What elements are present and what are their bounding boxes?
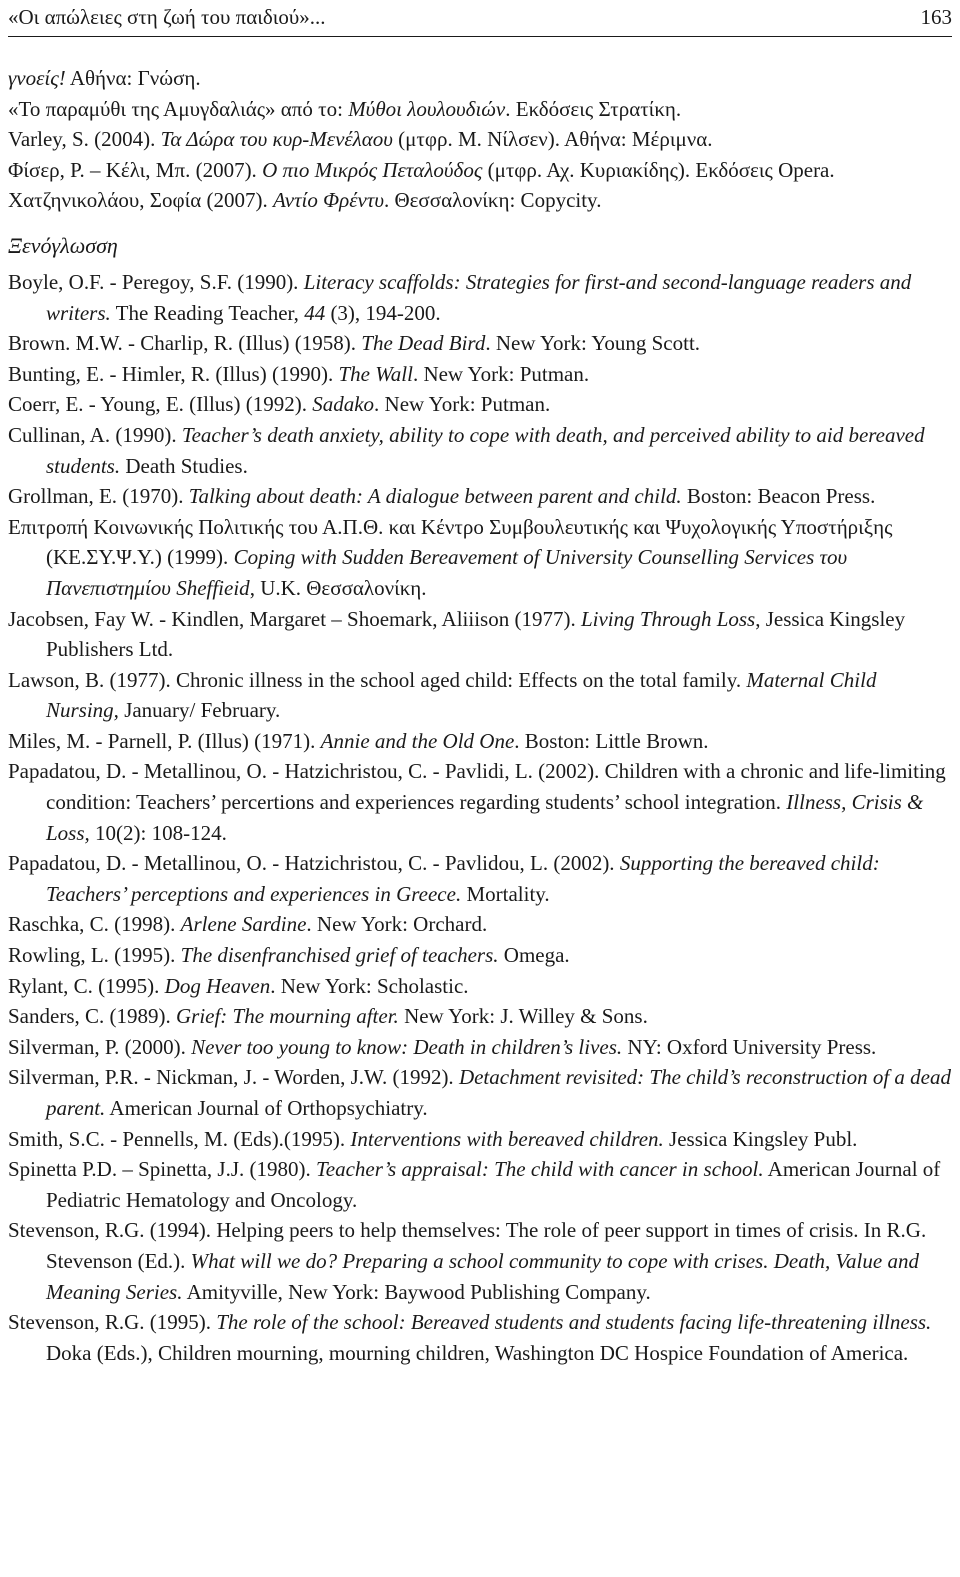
reference-text: . Boston: Little Brown.: [514, 728, 709, 753]
reference-entry: [8, 1307, 952, 1368]
reference-entry: [8, 604, 952, 665]
reference-title: Ο πιο Μικρός Πεταλούδος: [262, 157, 483, 182]
reference-text: Varley, S. (2004).: [8, 127, 161, 152]
reference-entry: [8, 185, 952, 216]
reference-title: Τα Δώρα του κυρ-Μενέλαου: [160, 127, 393, 152]
reference-text: Jacobsen, Fay W. - Kindlen, Margaret – Shoemark, Aliiison (1977).: [8, 606, 581, 631]
reference-text: Cullinan, A. (1990).: [8, 422, 182, 447]
reference-entry: [8, 1154, 952, 1215]
reference-text: , Jessica Kingsley Publishers Ltd.: [46, 606, 906, 662]
greek-reference-list: [8, 63, 952, 216]
reference-title: Αντίο Φρέντυ: [273, 188, 384, 213]
reference-text: Boston: Beacon Press.: [681, 484, 876, 509]
reference-text: Amityville, New York: Baywood Publishing Company.: [182, 1279, 651, 1304]
reference-title: Literacy scaffolds: Strategies for first-and second-language readers and writers.: [46, 269, 912, 325]
reference-title: Annie and the Old One: [320, 728, 515, 753]
reference-entry: [8, 359, 952, 390]
reference-title: Grief: The mourning after.: [175, 1004, 399, 1029]
reference-text: (μτφρ. Μ. Νίλσεν). Αθήνα: Μέριμνα.: [392, 127, 713, 152]
reference-text: Lawson, B. (1977). Chronic illness in the school aged child: Effects on the total family.: [8, 667, 747, 692]
reference-text: Mortality.: [461, 881, 550, 906]
reference-title: The Wall: [338, 361, 413, 386]
reference-text: Death Studies.: [120, 453, 248, 478]
reference-entry: [8, 512, 952, 604]
reference-text: . Θεσσαλονίκη: Copycity.: [383, 188, 602, 213]
reference-entry: [8, 389, 952, 420]
foreign-reference-list: [8, 267, 952, 1368]
reference-text: Spinetta P.D. – Spinetta, J.J. (1980).: [8, 1157, 316, 1182]
reference-entry: [8, 124, 952, 155]
reference-text: 10(2): 108-124.: [89, 820, 227, 845]
reference-entry: [8, 1062, 952, 1123]
references: [8, 63, 952, 1368]
reference-title: Dog Heaven: [164, 973, 271, 998]
reference-entry: [8, 1124, 952, 1155]
reference-text: . New York: Orchard.: [306, 912, 488, 937]
reference-title: The disenfranchised grief of teachers.: [180, 943, 499, 968]
reference-text: (μτφρ. Αχ. Κυριακίδης). Εκδόσεις Opera.: [482, 157, 835, 182]
reference-text: The Reading Teacher,: [110, 300, 305, 325]
reference-entry: [8, 726, 952, 757]
reference-text: «Το παραμύθι της Αμυγδαλιάς» από το:: [8, 96, 349, 121]
reference-text: . New York: Scholastic.: [270, 973, 469, 998]
reference-text: Brown. M.W. - Charlip, R. (Illus) (1958).: [8, 331, 362, 356]
reference-text: Επιτροπή Κοινωνικής Πολιτικής του Α.Π.Θ. και Κέντρο Συμβουλευτικής και Ψυχολογικής Υποστήριξης (ΚΕ.ΣΥ.Ψ.Υ.) (1999).: [8, 514, 893, 570]
reference-entry: [8, 909, 952, 940]
reference-text: Stevenson, R.G. (1994). Helping peers to help themselves: The role of peer support in times of crisis. In R.G. Stevenson (Ed.).: [8, 1218, 927, 1273]
reference-text: Silverman, P. (2000).: [8, 1034, 192, 1059]
reference-title: Interventions with bereaved children.: [350, 1126, 664, 1151]
reference-text: Stevenson, R.G. (1995).: [8, 1310, 217, 1335]
reference-text: Papadatou, D. - Metallinou, O. - Hatzichristou, C. - Pavlidi, L. (2002). Children with a chronic and life-limiting condition: Teachers’ percertions and experiences regarding students’ school integration.: [8, 759, 946, 815]
reference-text: Coerr, E. - Young, E. (Illus) (1992).: [8, 392, 313, 417]
reference-entry: [8, 328, 952, 359]
reference-text: Rowling, L. (1995).: [8, 943, 181, 968]
reference-title: Μύθοι λουλουδιών: [348, 96, 506, 121]
reference-title: Detachment revisited: The child’s reconstruction of a dead parent.: [46, 1065, 951, 1120]
reference-entry: [8, 940, 952, 971]
reference-text: Doka (Eds.), Children mourning, mourning children, Washington DC Hospice Foundation of America.: [46, 1340, 909, 1365]
reference-title: Talking about death: A dialogue between parent and child.: [188, 484, 682, 509]
section-heading-foreign: Ξενόγλωσση: [8, 232, 118, 258]
reference-title: Illness, Crisis & Loss,: [46, 790, 924, 845]
reference-entry: [8, 665, 952, 726]
reference-title: Never too young to know: Death in children’s lives.: [191, 1034, 623, 1059]
running-title: «Οι απώλειες στη ζωή του παιδιού»...: [8, 5, 326, 29]
reference-text: Grollman, E. (1970).: [8, 484, 189, 509]
reference-text: Rylant, C. (1995).: [8, 973, 165, 998]
reference-text: Χατζηνικολάου, Σοφία (2007).: [8, 188, 274, 213]
reference-title: Maternal Child Nursing,: [46, 667, 877, 723]
reference-text: Boyle, O.F. - Peregoy, S.F. (1990).: [8, 269, 304, 294]
reference-title: γνοείς!: [8, 66, 66, 90]
reference-title: Teacher’s appraisal: The child with cancer in school.: [316, 1157, 764, 1182]
reference-text: Αθήνα: Γνώση.: [65, 66, 201, 90]
reference-text: (3), 194-200.: [325, 300, 441, 325]
reference-title: Coping with Sudden Bereavement of University Counselling Services του Πανεπιστημίου Sheffieid: [46, 545, 848, 600]
reference-text: Omega.: [498, 943, 570, 968]
reference-entry: [8, 481, 952, 512]
reference-title: Teacher’s death anxiety, ability to cope with death, and perceived ability to aid bereaved students.: [46, 422, 925, 478]
reference-title: Living Through Loss: [580, 606, 756, 631]
reference-title: What will we do? Preparing a school community to cope with crises. Death, Value and Meaning Series.: [46, 1248, 919, 1304]
reference-text: Raschka, C. (1998).: [8, 912, 181, 937]
reference-title: 44: [304, 300, 326, 325]
reference-text: NY: Oxford University Press.: [622, 1034, 877, 1059]
reference-entry: [8, 848, 952, 909]
reference-text: Φίσερ, Ρ. – Κέλι, Μπ. (2007).: [8, 157, 263, 182]
reference-title: Arlene Sardine: [180, 912, 307, 937]
reference-text: New York: J. Willey & Sons.: [398, 1004, 648, 1029]
reference-title: The role of the school: Bereaved students and students facing life-threatening illness.: [216, 1310, 932, 1335]
reference-entry: [8, 420, 952, 481]
reference-text: . Εκδόσεις Στρατίκη.: [505, 96, 682, 121]
reference-text: Papadatou, D. - Metallinou, O. - Hatzichristou, C. - Pavlidou, L. (2002).: [8, 851, 620, 876]
reference-title: Sadako: [312, 392, 375, 417]
reference-text: American Journal of Pediatric Hematology and Oncology.: [46, 1157, 941, 1212]
reference-text: American Journal of Orthopsychiatry.: [105, 1096, 428, 1120]
running-head: [8, 2, 952, 37]
reference-text: January/ February.: [118, 698, 281, 723]
reference-title: The Dead Bird: [361, 331, 486, 356]
reference-entry: [8, 971, 952, 1002]
reference-text: . New York: Putman.: [412, 361, 590, 386]
reference-entry: [8, 155, 952, 186]
reference-text: Silverman, P.R. - Nickman, J. - Worden, J.W. (1992).: [8, 1065, 459, 1090]
reference-entry: [8, 267, 952, 328]
reference-text: Miles, M. - Parnell, P. (Illus) (1971).: [8, 728, 321, 753]
reference-text: , U.K. Θεσσαλονίκη.: [249, 575, 427, 600]
reference-entry: [8, 1001, 952, 1032]
reference-entry: [8, 94, 952, 125]
reference-entry: [8, 756, 952, 848]
reference-text: Sanders, C. (1989).: [8, 1004, 176, 1029]
page-number: 163: [920, 5, 952, 29]
reference-text: Smith, S.C. - Pennells, M. (Eds).(1995).: [8, 1126, 351, 1151]
reference-text: . New York: Young Scott.: [485, 331, 701, 356]
reference-entry: [8, 63, 952, 94]
reference-text: Bunting, E. - Himler, R. (Illus) (1990).: [8, 361, 339, 386]
reference-text: Jessica Kingsley Publ.: [663, 1126, 858, 1151]
reference-title: Supporting the bereaved child: Teachers’ perceptions and experiences in Greece.: [46, 851, 880, 906]
reference-entry: [8, 1032, 952, 1063]
reference-text: . New York: Putman.: [374, 392, 551, 417]
reference-entry: [8, 1215, 952, 1307]
